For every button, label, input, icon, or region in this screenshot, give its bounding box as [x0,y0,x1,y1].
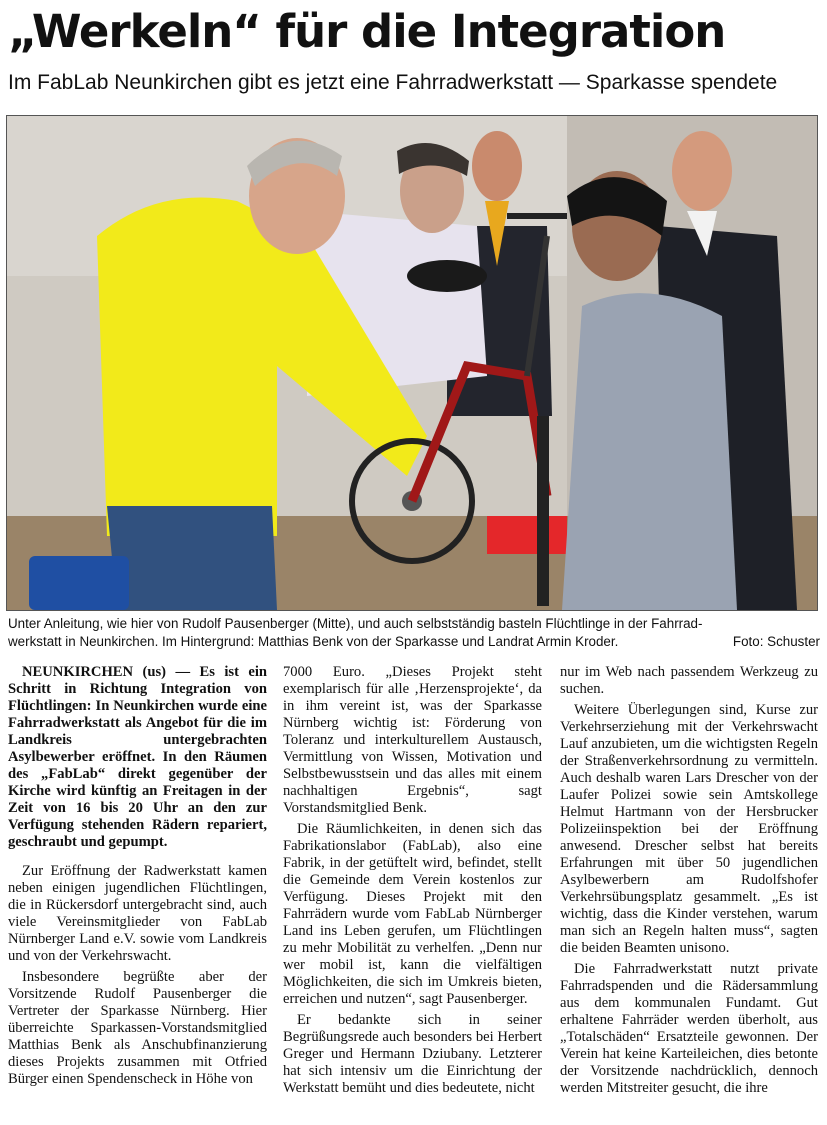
paragraph-4-cont: nur im Web nach passendem Werkzeug zu suchen. [560,664,818,697]
lead-text: Es ist ein Schritt in Richtung Integration von Flüchtlingen: In Neunkirchen wurde eine Fahrradwerkstatt als Angebot für die im Landkreis untergebrachten Asylbewerber eröffnet. In den Räumen des „FabLab“ direkt gegenüber der Kirche wird künftig an Freitagen in der Zeit von 16 bis 20 Uhr an den zur Verfügung stehenden Rädern repariert, geschraubt und gepumpt. [8,664,268,850]
article-lead [8,664,267,851]
article-photo [6,115,818,611]
article-column-3 [560,664,818,1101]
dateline: NEUNKIRCHEN (us) — [22,664,191,680]
paragraph-2: Insbesondere begrüßte aber der Vorsitzende Rudolf Pausenberger die Vertreter der Sparkasse Nürnberg. Hier überreichte Sparkassen-Vorstandsmitglied Matthias Benk als Anschubfinanzierung dieses Projekts zusammen mit Otfried Bürger einen Spendenscheck in Höhe von [8,969,267,1087]
paragraph-4: Er bedankte sich in seiner Begrüßungsrede auch besonders bei Herbert Greger und Hermann Dziubany. Letzterer hat sich intensiv um die Einrichtung der Werkstatt bemüht und dies bedeutete, nicht [283,1012,542,1096]
paragraph-1: Zur Eröffnung der Radwerkstatt kamen neben einigen jugendlichen Flüchtlingen, die in Rückersdorf untergebracht sind, auch viele Vereinsmitglieder von FabLab Nürnberger Land e.V. sowie vom Landkreis und von der Verkehrswacht. [8,863,267,964]
paragraph-5: Weitere Überlegungen sind, Kurse zur Verkehrserziehung mit der Verkehrswacht Lauf anzubieten, um die wichtigsten Regeln der Straßenverkehrsordnung zu vermitteln. Auch deshalb waren Lars Drescher von der Laufer Polizei sowie sein Amtskollege Helmut Hartmann von der Hersbrucker Polizeiinspektion bei der Eröffnung anwesend. Drescher selbst hat bereits Erfahrungen mit über 50 jugendlichen Asylbewerbern am Rudolfshofer Verkehrsübungsplatz gesammelt. „Es ist wichtig, dass die Kinder verstehen, warum man sich an Regeln halten muss“, sagten die beiden Beamten unisono. [560,702,818,956]
caption-line-1: Unter Anleitung, wie hier von Rudolf Pausenberger (Mitte), und auch selbstständig basteln Flüchtlinge in der Fahrrad- [8,616,703,631]
photo-credit: Foto: Schuster [732,634,820,649]
paragraph-2-cont: 7000 Euro. „Dieses Projekt steht exemplarisch für alle ‚Herzensprojekte‘, da in ihm vereint ist, was der Sparkasse Nürnberg wichtig ist: Förderung von Toleranz und interkulturellem Austausch, Vermittlung von Wissen, Motivation und Selbstbewusstsein und das alles mit einem nachhaltigen Ergebnis“, sagt Vorstandsmitglied Benk. [283,664,542,816]
headline: „Werkeln“ für die Integration [8,5,726,58]
photo-caption [8,615,820,651]
subheadline: Im FabLab Neunkirchen gibt es jetzt eine Fahrradwerkstatt — Sparkasse spendete [8,71,778,94]
article-column-1 [8,664,267,1092]
caption-line-2: werkstatt in Neunkirchen. Im Hintergrund: Matthias Benk von der Sparkasse und Landrat Armin Kroder. [8,634,619,649]
paragraph-3: Die Räumlichkeiten, in denen sich das Fabrikationslabor (FabLab), also eine Fabrik, in der getüftelt wird, befindet, stellt die Gemeinde dem Verein kostenlos zur Verfügung. Dieses Projekt mit den Fahrrädern wurde vom FabLab Nürnberger Land ins Leben gerufen, um Flüchtlingen zu mehr Mobilität zu verhelfen. „Denn nur wer mobil ist, kann die vielfältigen Möglichkeiten, die sich im Umkreis bieten, erreichen und nutzen“, sagt Pausenberger. [283,821,542,1007]
article-column-2 [283,664,542,1101]
paragraph-6: Die Fahrradwerkstatt nutzt private Fahrradspenden und die Rädersammlung aus dem kommunalen Fundamt. Gut erhaltene Fahrräder werden überholt, aus „Totalschäden“ Ersatzteile gewonnen. Der Verein hat keine Karteileichen, dies betonte der Vorsitzende nachdrücklich, dennoch werden Mitstreiter gesucht, die ihre [560,961,818,1096]
